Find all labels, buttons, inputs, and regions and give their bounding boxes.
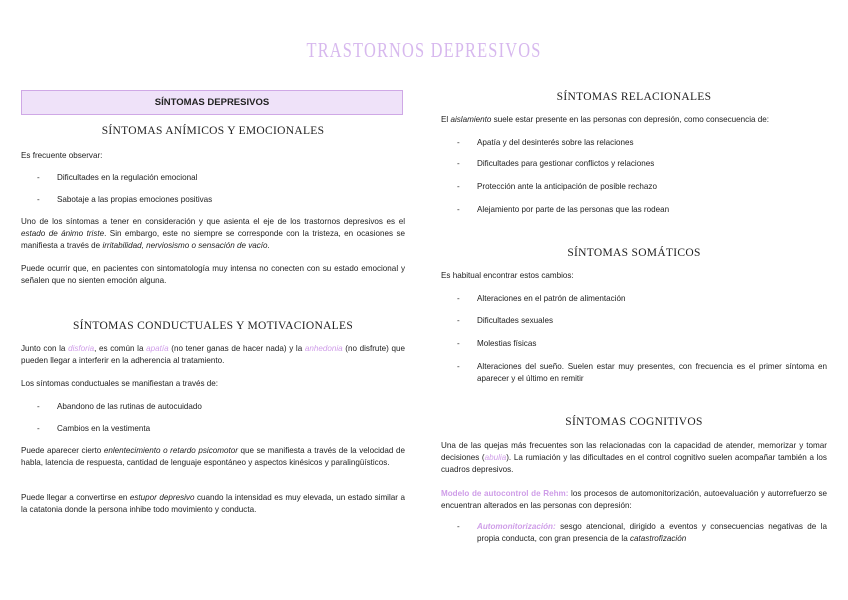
conductuales-intro: Los síntomas conductuales se manifiestan a través de:: [21, 379, 219, 388]
cognitivos-paragraph-1: Una de las quejas más frecuentes son las relacionadas con la capacidad de atender, memorizar y tomar decisiones (abulia). La rumiación y las dificultades en el control cognitivo suelen acompañar también a los cuadros depresivos.: [441, 441, 827, 474]
list-item: - Dificultades sexuales: [457, 316, 554, 325]
heading-cognitivos: SÍNTOMAS COGNITIVOS: [565, 416, 703, 428]
conductuales-paragraph-3: Puede llegar a convertirse en estupor depresivo cuando la intensidad es muy elevada, un estado similar a la catatonia donde la persona inhibe todo movimiento y conducta.: [21, 493, 405, 514]
animicos-intro: Es frecuente observar:: [21, 151, 103, 160]
heading-animicos: SÍNTOMAS ANÍMICOS Y EMOCIONALES: [101, 125, 325, 137]
page-title: TRASTORNOS DEPRESIVOS: [306, 38, 542, 62]
animicos-paragraph-2: Puede ocurrir que, en pacientes con sintomatología muy intensa no conecten con su estado emocional y señalen que no sienten emoción alguna.: [21, 264, 405, 285]
heading-conductuales: SÍNTOMAS CONDUCTUALES Y MOTIVACIONALES: [72, 320, 354, 332]
list-item: - Dificultades en la regulación emocional: [37, 173, 198, 182]
list-item: - Cambios en la vestimenta: [37, 424, 151, 433]
relacionales-intro: El aislamiento suele estar presente en las personas con depresión, como consecuencia de:: [441, 115, 770, 124]
section-box-heading: SÍNTOMAS DEPRESIVOS: [21, 90, 403, 115]
list-item: - Alteraciones en el patrón de alimentación: [457, 294, 626, 303]
list-item: - Molestias físicas: [457, 339, 537, 348]
list-item: - Protección ante la anticipación de posible rechazo: [457, 182, 657, 191]
conductuales-paragraph-1: Junto con la disforia, es común la apatía (no tener ganas de hacer nada) y la anhedonia (no disfrute) que pueden llegar a interferir en la adherencia al tratamiento.: [21, 344, 405, 365]
list-item: - Alejamiento por parte de las personas que las rodean: [457, 205, 670, 214]
list-item: - Dificultades para gestionar conflictos y relaciones: [457, 159, 655, 168]
list-item: - Automonitorización: sesgo atencional, dirigido a eventos y consecuencias negativas de la propia conducta, con gran presencia de la catastrofización: [457, 522, 827, 543]
animicos-paragraph-1: Uno de los síntomas a tener en consideración y que asienta el eje de los trastornos depresivos es el estado de ánimo triste. Sin embargo, este no siempre se corresponde con la tristeza, en ocasiones se manifiesta a través de irritabilidad, nerviosismo o sensación de vacío.: [21, 217, 405, 250]
list-item: - Abandono de las rutinas de autocuidado: [37, 402, 202, 411]
conductuales-paragraph-2: Puede aparecer cierto enlentecimiento o retardo psicomotor que se manifiesta a través de la velocidad de habla, latencia de respuesta, cantidad de lenguaje espontáneo y aspectos kinésicos y paralingüísticos.: [21, 446, 405, 467]
list-item: - Apatía y del desinterés sobre las relaciones: [457, 138, 634, 147]
list-item: - Sabotaje a las propias emociones positivas: [37, 195, 213, 204]
somaticos-intro: Es habitual encontrar estos cambios:: [441, 271, 574, 280]
heading-relacionales: SÍNTOMAS RELACIONALES: [556, 91, 712, 103]
heading-somaticos: SÍNTOMAS SOMÁTICOS: [567, 247, 701, 259]
cognitivos-paragraph-2: Modelo de autocontrol de Rehm: los procesos de automonitorización, autoevaluación y autorrefuerzo se encuentran alterados en las personas con depresión:: [441, 489, 827, 510]
list-item: - Alteraciones del sueño. Suelen estar muy presentes, con frecuencia es el primer síntoma en aparecer y el último en remitir: [457, 362, 827, 383]
